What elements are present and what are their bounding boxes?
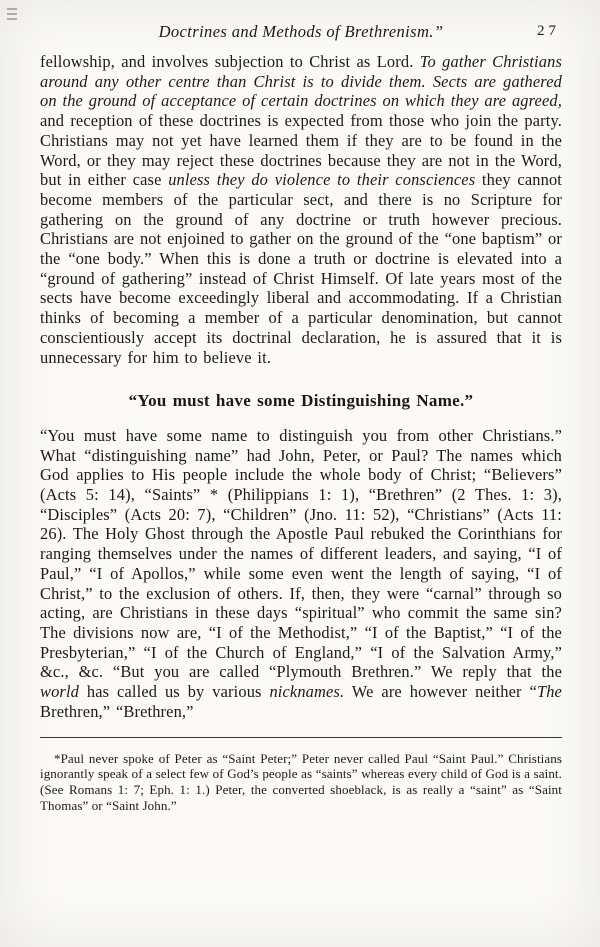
body-text bbox=[40, 52, 562, 722]
running-header-title: Doctrines and Methods of Brethrenism.” bbox=[158, 22, 444, 41]
body-paragraph-1: fellowship, and involves subjection to Christ as Lord. To gather Christians around any other centre than Christ is to divide them. Sects are gathered on the ground of acceptance of certain doctrines on which they are agreed, and reception of these doctrines is expected from those who join the party. Christians may not yet have learned them if they are to be found in the Word, or they may reject these doctrines because they are not in the Word, but in either case unless they do violence to their consciences they cannot become members of the particular sect, and there is no Scripture for gathering on the ground of any doctrine or truth however precious. Christians are not enjoined to gather on the ground of the “one baptism” or the “one body.” When this is done a truth or doctrine is elevated into a “ground of gathering” instead of Christ Himself. Of late years most of the sects have become exceedingly liberal and accommodating. If a Christian thinks of becoming a member of a particular denomination, but cannot conscientiously accept its doctrinal declaration, he is assured that it is unnecessary for him to believe it. bbox=[40, 52, 562, 367]
page-content bbox=[40, 22, 562, 827]
scan-artifact bbox=[7, 8, 17, 20]
running-header bbox=[40, 22, 562, 52]
section-heading: “You must have some Distinguishing Name.” bbox=[128, 391, 474, 411]
page-number: 27 bbox=[537, 23, 560, 39]
footnote-divider bbox=[40, 737, 562, 738]
footnote-text: *Paul never spoke of Peter as “Saint Peter;” Peter never called Paul “Saint Paul.” Christians ignorantly speak of a select few of God’s people as “saints” whereas every child of God is a saint. (See Romans 1: 7; Eph. 1: 1.) Peter, the converted shoeblack, is as really a “saint” as “Saint Thomas” or “Saint John.” bbox=[40, 750, 562, 813]
body-paragraph-2: “You must have some name to distinguish you from other Christians.” What “distinguishing name” had John, Peter, or Paul? The names which God applies to His people include the whole body of Christ; “Believers” (Acts 5: 14), “Saints” * (Philippians 1: 1), “Brethren” (2 Thes. 1: 3), “Disciples” (Acts 20: 7), “Children” (Jno. 11: 52), “Christians” (Acts 11: 26). The Holy Ghost through the Apostle Paul rebuked the Corinthians for ranging themselves under the names of different leaders, and saying, “I of Paul,” “I of Apollos,” while some even went the length of saying, “I of Christ,” to the exclusion of others. If, then, they were “carnal” through so acting, are Christians in these days “spiritual” who commit the same sin? The divisions now are, “I of the Methodist,” “I of the Baptist,” “I of the Presbyterian,” “I of the Church of England,” “I of the Salvation Army,” &c., &c. “But you are called “Plymouth Brethren.” We reply that the world has called us by various nicknames. We are however neither “The Brethren,” “Brethren,” bbox=[40, 425, 562, 721]
